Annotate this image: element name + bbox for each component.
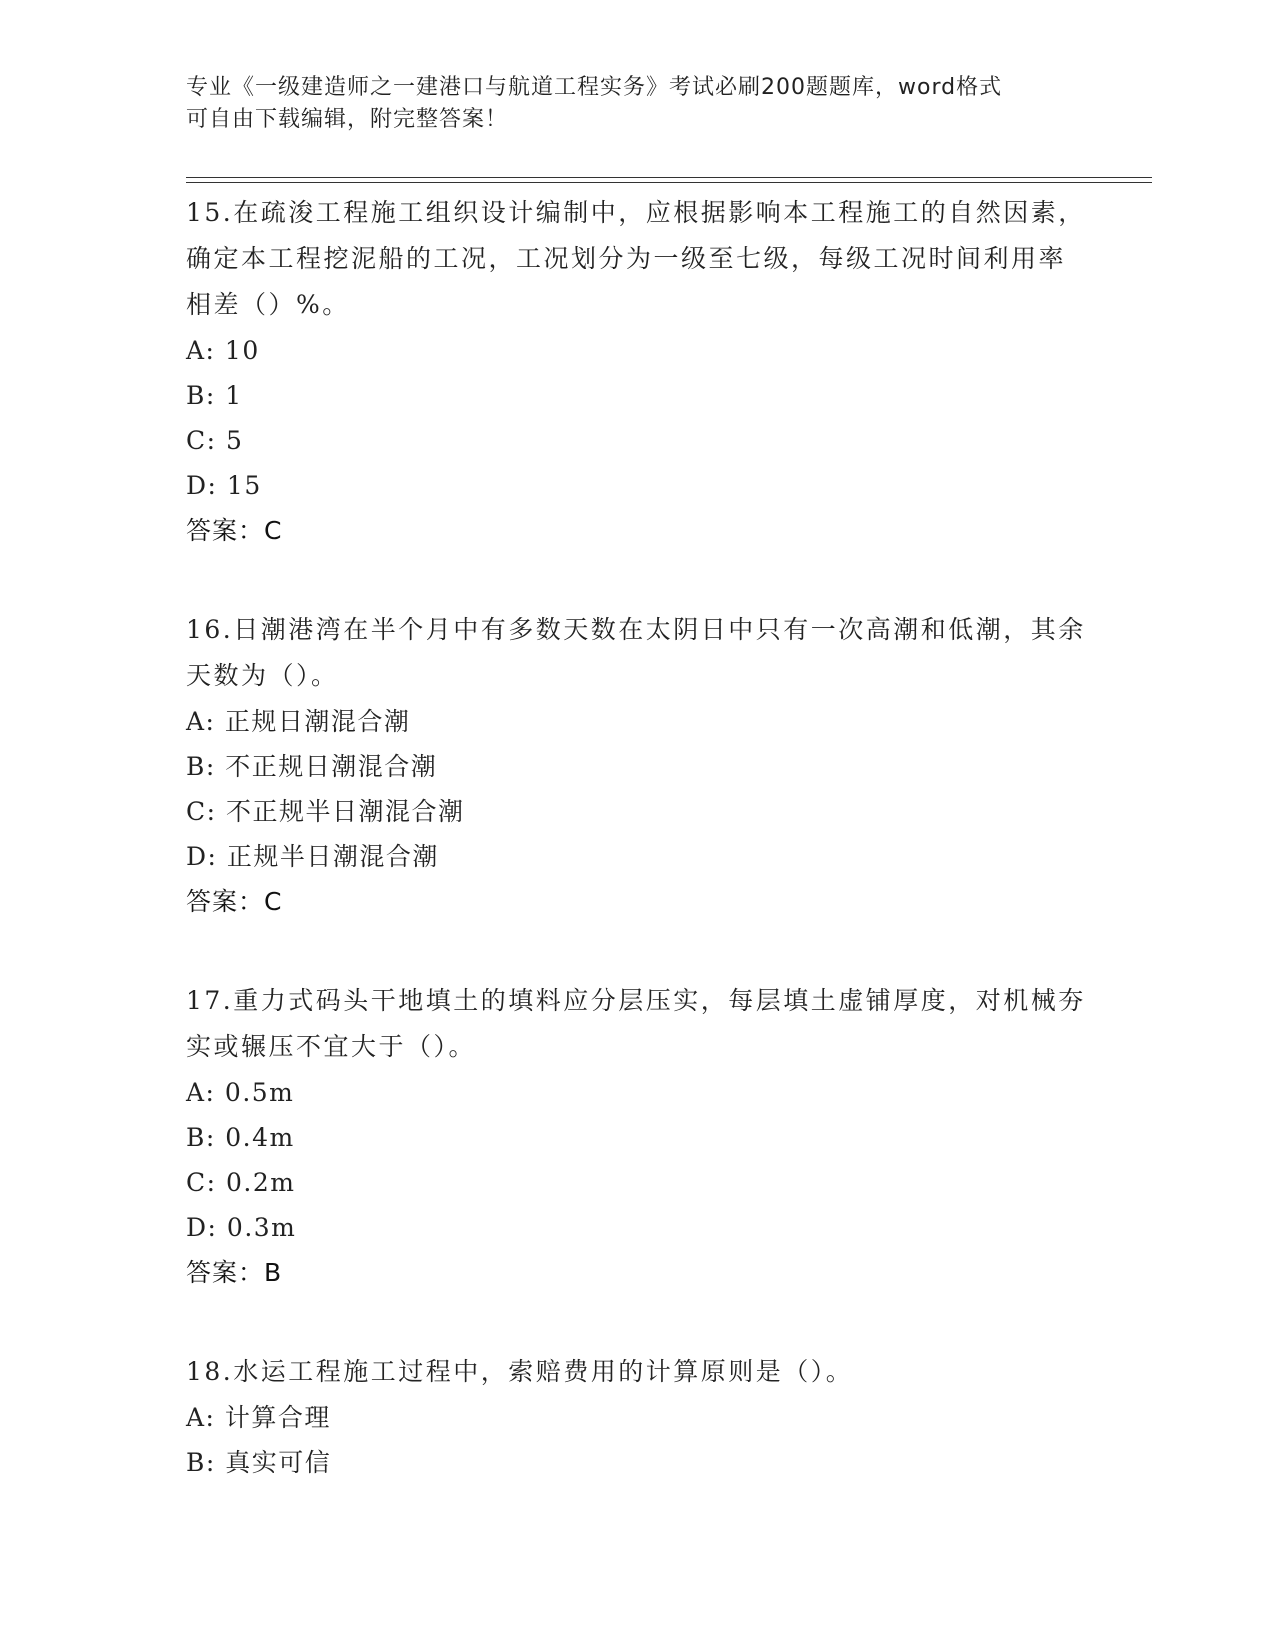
option-d: D: 0.3m (186, 1213, 297, 1242)
option-d: D: 15 (186, 471, 262, 500)
option-b: B: 1 (186, 381, 243, 410)
header-divider-top (186, 177, 1152, 178)
option-b: B: 不正规日潮混合潮 (186, 752, 438, 781)
question-stem: 17.重力式码头干地填土的填料应分层压实，每层填土虚铺厚度，对机械夯实或辗压不宜大于（）。 (186, 986, 1086, 1061)
option-a: A: 正规日潮混合潮 (186, 707, 411, 736)
question-stem: 18.水运工程施工过程中，索赔费用的计算原则是（）。 (186, 1357, 854, 1386)
question-stem: 15.在疏浚工程施工组织设计编制中，应根据影响本工程施工的自然因素，确定本工程挖泥船的工况，工况划分为一级至七级，每级工况时间利用率相差（）%。 (186, 198, 1086, 319)
question-18 (186, 1349, 1086, 1485)
option-d: D: 正规半日潮混合潮 (186, 842, 439, 871)
answer-label: 答案：C (186, 516, 283, 545)
header-line-2: 可自由下载编辑，附完整答案！ (186, 107, 509, 132)
option-a: A: 0.5m (186, 1078, 295, 1107)
question-list (186, 190, 1086, 1539)
header-divider-bottom (186, 182, 1152, 183)
option-c: C: 5 (186, 426, 244, 455)
option-c: C: 不正规半日潮混合潮 (186, 797, 465, 826)
answer-label: 答案：C (186, 887, 283, 916)
question-17 (186, 978, 1086, 1295)
question-16 (186, 607, 1086, 924)
option-a: A: 计算合理 (186, 1403, 331, 1432)
option-c: C: 0.2m (186, 1168, 296, 1197)
answer-label: 答案：B (186, 1258, 283, 1287)
option-b: B: 0.4m (186, 1123, 295, 1152)
question-15 (186, 190, 1086, 553)
option-a: A: 10 (186, 336, 260, 365)
question-stem: 16.日潮港湾在半个月中有多数天数在太阴日中只有一次高潮和低潮，其余天数为（）。 (186, 615, 1086, 690)
option-b: B: 真实可信 (186, 1448, 332, 1477)
header-line-1: 专业《一级建造师之一建港口与航道工程实务》考试必刷200题题库，word格式 (186, 75, 1003, 100)
document-header (186, 72, 1066, 136)
